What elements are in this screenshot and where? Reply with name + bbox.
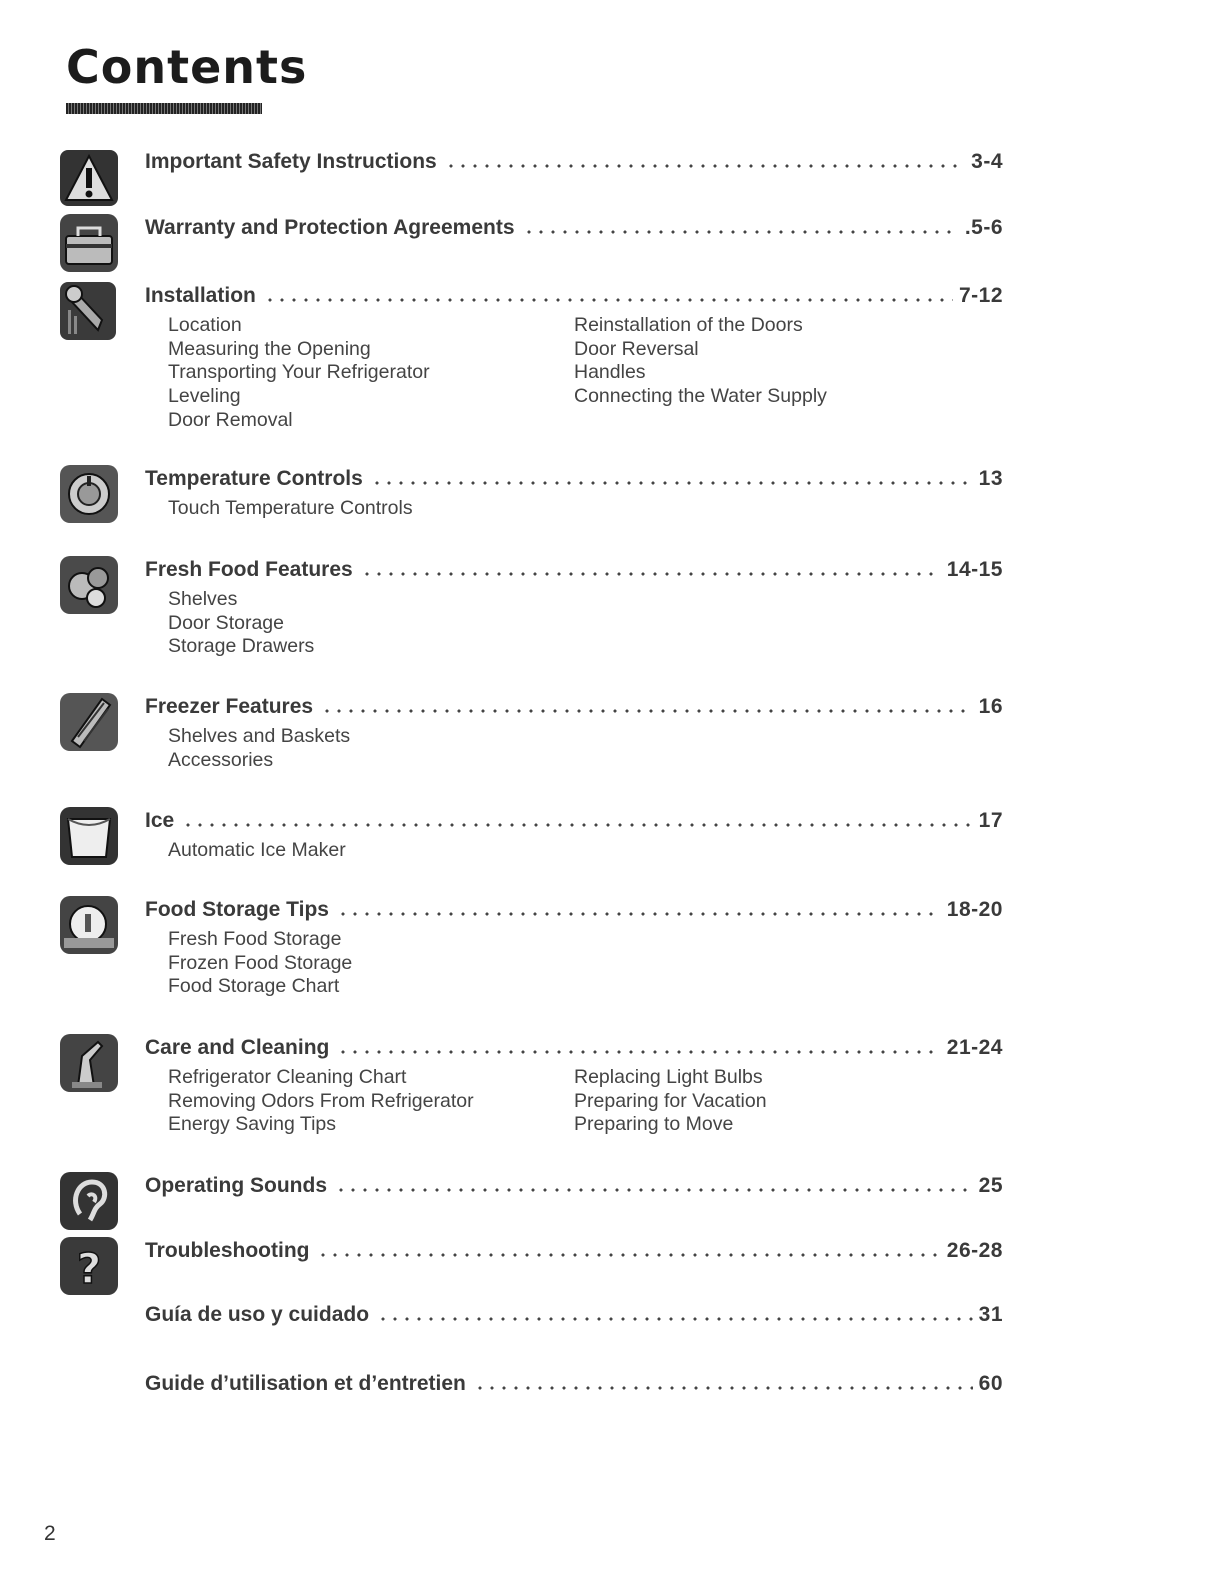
toc-row[interactable] <box>145 1170 1003 1198</box>
toc-row[interactable] <box>145 805 1003 833</box>
subtopic[interactable]: Replacing Light Bulbs <box>574 1066 763 1088</box>
entry-pages: 16 <box>978 695 1003 718</box>
subtopic[interactable]: Automatic Ice Maker <box>168 839 346 861</box>
warning-triangle-icon <box>58 146 120 208</box>
dot-leader <box>335 1188 973 1192</box>
subtopic[interactable]: Preparing to Move <box>574 1113 734 1136</box>
subtopic[interactable]: Removing Odors From Refrigerator <box>168 1089 474 1112</box>
toc-row[interactable] <box>145 280 1003 308</box>
subtopic[interactable]: Energy Saving Tips <box>168 1113 337 1136</box>
svg-text:?: ? <box>76 1244 102 1293</box>
toc-row[interactable] <box>145 1235 1003 1263</box>
entry-pages: 21-24 <box>946 1036 1003 1059</box>
entry-title: Troubleshooting <box>145 1239 310 1262</box>
freezer-icon <box>58 691 120 753</box>
entry-title: Temperature Controls <box>145 467 363 490</box>
subtopic[interactable]: Transporting Your Refrigerator <box>168 361 430 384</box>
food-storage-icon <box>58 894 120 956</box>
entry-pages: 14-15 <box>946 558 1003 581</box>
dot-leader <box>445 164 965 168</box>
entry-title: Installation <box>145 284 256 307</box>
subtopic[interactable]: Fresh Food Storage <box>168 928 342 950</box>
entry-pages: .5-6 <box>964 216 1003 239</box>
dot-leader <box>321 709 973 713</box>
dot-leader <box>474 1386 973 1390</box>
entry-title: Care and Cleaning <box>145 1036 330 1059</box>
subtopics-col1 <box>168 588 314 659</box>
entry-pages: 18-20 <box>946 898 1003 921</box>
dot-leader <box>371 481 973 485</box>
entry-title: Important Safety Instructions <box>145 150 437 173</box>
subtopics-col1 <box>168 497 413 521</box>
entry-title: Freezer Features <box>145 695 314 718</box>
toc-row[interactable] <box>145 894 1003 922</box>
subtopic[interactable]: Leveling <box>168 385 241 408</box>
subtopics-col1 <box>168 1066 474 1137</box>
subtopic[interactable]: Storage Drawers <box>168 635 315 658</box>
dot-leader <box>317 1253 940 1257</box>
toc-row[interactable] <box>145 554 1003 582</box>
subtopic[interactable]: Handles <box>574 361 646 384</box>
page-title: Contents <box>66 40 308 94</box>
wrench-icon <box>58 280 120 342</box>
subtopic[interactable]: Door Removal <box>168 408 293 431</box>
question-icon <box>58 1235 120 1297</box>
toc-row[interactable] <box>145 463 1003 491</box>
entry-title: Warranty and Protection Agreements <box>145 216 515 239</box>
dot-leader <box>337 1050 940 1054</box>
entry-title: Fresh Food Features <box>145 558 353 581</box>
entry-title: Food Storage Tips <box>145 898 329 921</box>
subtopic[interactable]: Accessories <box>168 748 274 771</box>
toolbox-icon <box>58 212 120 274</box>
subtopic[interactable]: Location <box>168 314 242 336</box>
subtopic[interactable]: Shelves <box>168 588 238 610</box>
toc-row[interactable] <box>145 212 1003 240</box>
page-number: 2 <box>44 1522 56 1545</box>
dot-leader <box>182 823 972 827</box>
toc-row[interactable] <box>145 1032 1003 1060</box>
subtopics-col1 <box>168 725 350 772</box>
entry-title: Ice <box>145 809 175 832</box>
entry-pages: 7-12 <box>958 284 1003 307</box>
toc-row[interactable] <box>145 146 1003 174</box>
subtopics-col1 <box>168 314 430 433</box>
subtopic[interactable]: Door Reversal <box>574 337 699 360</box>
dot-leader <box>377 1317 973 1321</box>
subtopic[interactable]: Shelves and Baskets <box>168 725 351 747</box>
toc-row[interactable] <box>145 1299 1003 1327</box>
subtopic[interactable]: Reinstallation of the Doors <box>574 314 803 336</box>
subtopics-col2 <box>574 314 827 409</box>
subtopic[interactable]: Frozen Food Storage <box>168 951 353 974</box>
entry-pages: 25 <box>978 1174 1003 1197</box>
entry-title: Guide d’utilisation et d’entretien <box>145 1372 466 1395</box>
entry-pages: 3-4 <box>971 150 1003 173</box>
entry-pages: 17 <box>978 809 1003 832</box>
entry-pages: 31 <box>978 1303 1003 1326</box>
entry-title: Operating Sounds <box>145 1174 328 1197</box>
dot-leader <box>337 912 941 916</box>
subtopic[interactable]: Connecting the Water Supply <box>574 385 827 408</box>
entry-pages: 60 <box>978 1372 1003 1395</box>
dot-leader <box>523 230 959 234</box>
subtopic[interactable]: Food Storage Chart <box>168 975 340 998</box>
dot-leader <box>361 572 941 576</box>
ear-icon <box>58 1170 120 1232</box>
entry-title: Guía de uso y cuidado <box>145 1303 370 1326</box>
subtopic[interactable]: Preparing for Vacation <box>574 1089 767 1112</box>
toc-row[interactable] <box>145 1368 1003 1396</box>
subtopics-col1 <box>168 928 352 999</box>
subtopics-col2 <box>574 1066 767 1137</box>
entry-pages: 13 <box>978 467 1003 490</box>
subtopic[interactable]: Refrigerator Cleaning Chart <box>168 1066 407 1088</box>
fresh-food-icon <box>58 554 120 616</box>
toc-row[interactable] <box>145 691 1003 719</box>
entry-pages: 26-28 <box>946 1239 1003 1262</box>
dot-leader <box>264 298 953 302</box>
subtopics-col1 <box>168 839 346 863</box>
title-underline <box>66 103 262 114</box>
subtopic[interactable]: Measuring the Opening <box>168 337 371 360</box>
subtopic[interactable]: Touch Temperature Controls <box>168 497 413 519</box>
dial-icon <box>58 463 120 525</box>
cleaning-icon <box>58 1032 120 1094</box>
subtopic[interactable]: Door Storage <box>168 611 284 634</box>
ice-bin-icon <box>58 805 120 867</box>
